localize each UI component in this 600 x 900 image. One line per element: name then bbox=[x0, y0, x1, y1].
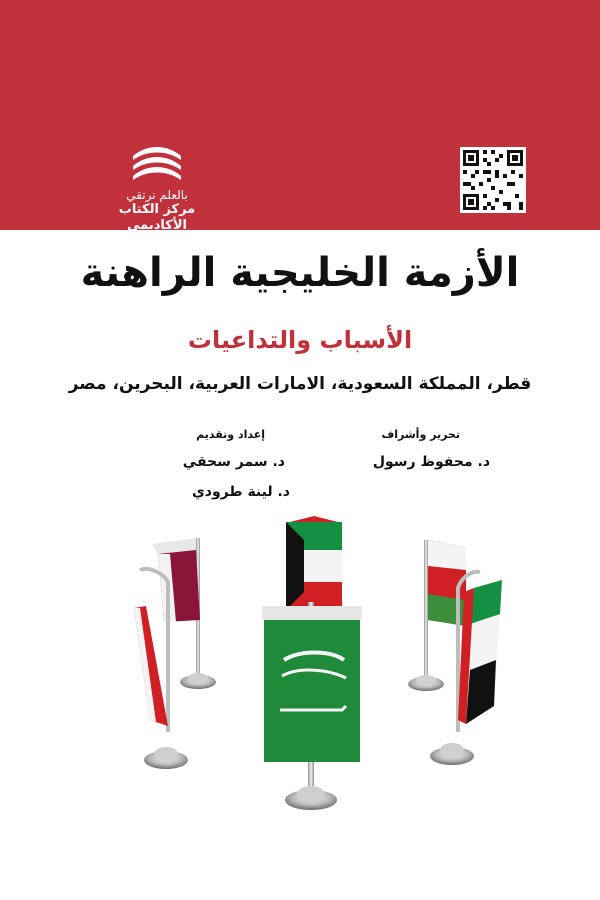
publisher-block bbox=[92, 142, 222, 234]
publisher-name: مركز الكتاب الأكاديمي bbox=[118, 202, 196, 233]
qatar-flag bbox=[152, 538, 216, 689]
editor-label: تحرير وأشراف bbox=[381, 428, 460, 441]
qr-code-icon bbox=[460, 147, 526, 213]
book-title: الأزمة الخليجية الراهنة bbox=[80, 250, 520, 296]
red-wave-logo-icon bbox=[127, 142, 187, 186]
countries-line: قطر، المملكة السعودية، الامارات العربية، البحرين، مصر bbox=[68, 374, 532, 394]
book-subtitle: الأسباب والتداعيات bbox=[187, 326, 413, 354]
saudi-flag bbox=[262, 602, 362, 810]
flags-illustration bbox=[0, 510, 600, 850]
prepared-name-1: د. سمر سحقي bbox=[182, 454, 285, 470]
prepared-name-2: د. لينة طرودي bbox=[191, 484, 290, 500]
editor-name: د. محفوظ رسول bbox=[372, 454, 490, 470]
prepared-label: إعداد وتقديم bbox=[196, 428, 265, 441]
publisher-slogan: بالعلم نرتقي bbox=[126, 188, 188, 202]
